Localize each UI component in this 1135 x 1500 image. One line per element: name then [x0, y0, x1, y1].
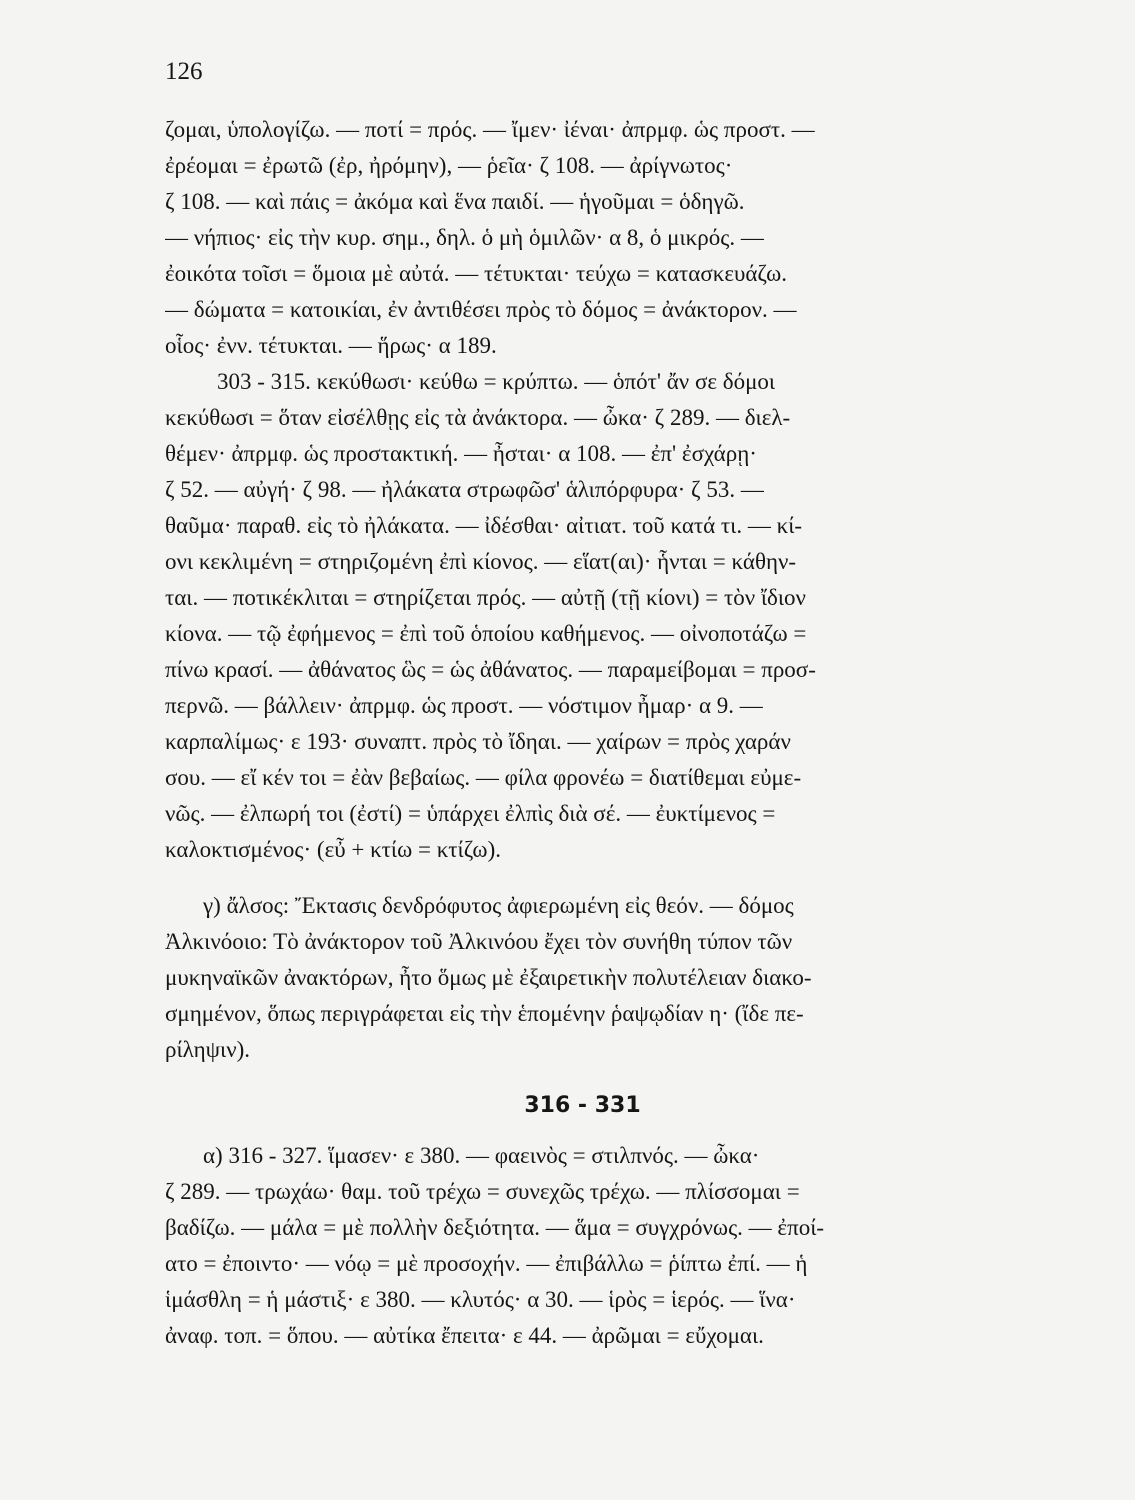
text-line: Ἀλκινόοιο: Τὸ ἀνάκτορον τοῦ Ἀλκινόου ἔχει τὸν συνήθη τύπον τῶν — [165, 929, 793, 954]
text-line: ἐρέομαι = ἐρωτῶ (ἐρ, ἠρόμην), — ῥεῖα· ζ 108. — ἀρίγνωτος· — [165, 153, 733, 178]
paragraph-3 — [165, 888, 1000, 1068]
text-line: κεκύθωσι = ὅταν εἰσέλθῃς εἰς τὰ ἀνάκτορα. — ὦκα· ζ 289. — διελ- — [165, 405, 791, 430]
text-line: 303 - 315. κεκύθωσι· κεύθω = κρύπτω. — ὁπότ' ἄν σε δόμοι — [217, 369, 776, 394]
paragraph-4 — [165, 1138, 1000, 1354]
text-line: α) 316 - 327. ἵμασεν· ε 380. — φαεινὸς = στιλπνός. — ὦκα· — [203, 1143, 760, 1168]
text-line: ατο = ἐποιντο· — νόῳ = μὲ προσοχήν. — ἐπιβάλλω = ῥίπτω ἐπί. — ἡ — [165, 1251, 808, 1276]
paragraph-1 — [165, 112, 1000, 364]
text-line: — νήπιος· εἰς τὴν κυρ. σημ., δηλ. ὁ μὴ ὁμιλῶν· α 8, ὁ μικρός. — — [165, 225, 764, 250]
text-line: βαδίζω. — μάλα = μὲ πολλὴν δεξιότητα. — ἅμα = συγχρόνως. — ἐποί- — [165, 1215, 825, 1240]
text-line: ζ 289. — τρωχάω· θαμ. τοῦ τρέχω = συνεχῶς τρέχω. — πλίσσομαι = — [165, 1179, 800, 1204]
text-line: ἐοικότα τοῖσι = ὅμοια μὲ αὐτά. — τέτυκται· τεύχω = κατασκευάζω. — [165, 261, 788, 286]
text-line: σμημένον, ὅπως περιγράφεται εἰς τὴν ἑπομένην ῥαψῳδίαν η· (ἴδε πε- — [165, 1001, 804, 1026]
text-line: ται. — ποτικέκλιται = στηρίζεται πρός. — αὐτῇ (τῇ κίονι) = τὸν ἴδιον — [165, 585, 806, 610]
paragraph-gap — [165, 868, 1000, 888]
text-line: ἱμάσθλη = ἡ μάστιξ· ε 380. — κλυτός· α 30. — ἱρὸς = ἱερός. — ἵνα· — [165, 1287, 796, 1312]
text-line: ζομαι, ὑπολογίζω. — ποτί = πρός. — ἴμεν· ἰέναι· ἀπρμφ. ὡς προστ. — — [165, 117, 815, 142]
text-line: κίονα. — τῷ ἐφήμενος = ἐπὶ τοῦ ὁποίου καθήμενος. — οἰνοποτάζω = — [165, 621, 807, 646]
text-line: πίνω κρασί. — ἀθάνατος ὣς = ὡς ἀθάνατος. — παραμείβομαι = προσ- — [165, 657, 816, 682]
text-line: νῶς. — ἐλπωρή τοι (ἐστί) = ὑπάρχει ἐλπὶς διὰ σέ. — ἐυκτίμενος = — [165, 801, 776, 826]
section-heading: 316 - 331 — [524, 1093, 641, 1118]
text-line: — δώματα = κατοικίαι, ἐν ἀντιθέσει πρὸς τὸ δόμος = ἀνάκτορον. — — [165, 297, 797, 322]
text-line: ονι κεκλιμένη = στηριζομένη ἐπὶ κίονος. — εἵατ(αι)· ἧνται = κάθην- — [165, 549, 797, 574]
text-line: θέμεν· ἀπρμφ. ὡς προστακτική. — ἦσται· α 108. — ἐπ' ἐσχάρῃ· — [165, 441, 757, 466]
page-number: 126 — [165, 58, 203, 85]
paragraph-2 — [165, 364, 1000, 868]
text-line: θαῦμα· παραθ. εἰς τὸ ἠλάκατα. — ἰδέσθαι· αἰτιατ. τοῦ κατά τι. — κί- — [165, 513, 803, 538]
text-line: περνῶ. — βάλλειν· ἀπρμφ. ὡς προστ. — νόστιμον ἦμαρ· α 9. — — [165, 693, 763, 718]
text-line: γ) ἄλσος: Ἔκτασις δενδρόφυτος ἀφιερωμένη εἰς θεόν. — δόμος — [203, 893, 794, 918]
text-line: ἀναφ. τοπ. = ὅπου. — αὐτίκα ἔπειτα· ε 44. — ἀρῶμαι = εὔχομαι. — [165, 1323, 764, 1348]
text-line: καρπαλίμως· ε 193· συναπτ. πρὸς τὸ ἴδηαι. — χαίρων = πρὸς χαράν — [165, 729, 791, 754]
text-line: ζ 108. — καὶ πάις = ἀκόμα καὶ ἕνα παιδί. — ἡγοῦμαι = ὁδηγῶ. — [165, 189, 745, 214]
commentary-text — [165, 112, 1000, 1354]
text-line: ζ 52. — αὐγή· ζ 98. — ἠλάκατα στρωφῶσ' ἁλιπόρφυρα· ζ 53. — — [165, 477, 764, 502]
text-line: μυκηναϊκῶν ἀνακτόρων, ἦτο ὅμως μὲ ἐξαιρετικὴν πολυτέλειαν διακο- — [165, 965, 812, 990]
text-line: καλοκτισμένος· (εὖ + κτίω = κτίζω). — [165, 837, 501, 862]
text-line: σου. — εἴ κέν τοι = ἐὰν βεβαίως. — φίλα φρονέω = διατίθεμαι εὐμε- — [165, 765, 802, 790]
text-line: οἷος· ἐνν. τέτυκται. — ἥρως· α 189. — [165, 333, 497, 358]
text-line: ρίληψιν). — [165, 1037, 251, 1062]
